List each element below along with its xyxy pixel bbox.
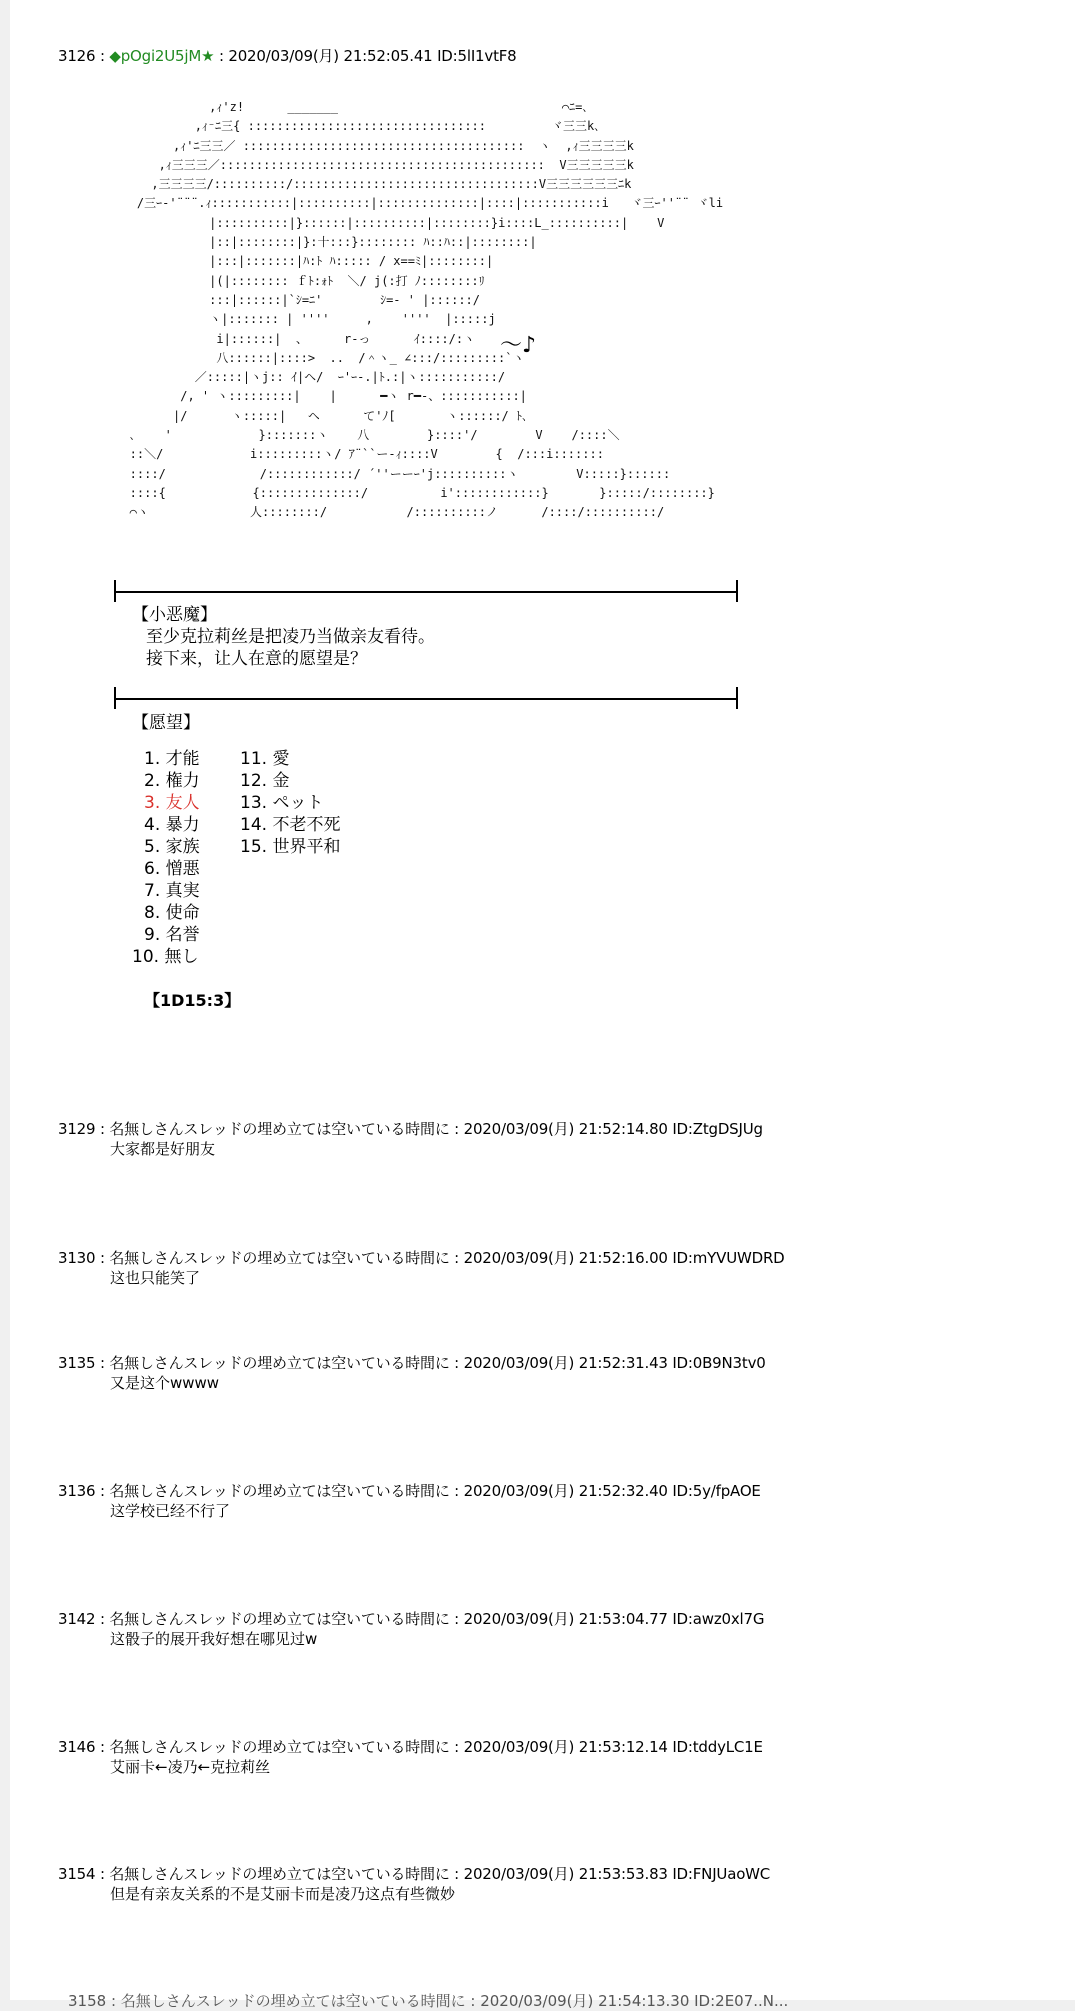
page [10, 0, 1075, 2010]
comment-post [58, 1353, 766, 1393]
divider [114, 591, 738, 593]
comment-body: 这学校已经不行了 [110, 1502, 231, 1520]
comment-body: 大家都是好朋友 [110, 1140, 216, 1158]
dice-result: 【1D15:3】 [144, 991, 241, 1010]
trip-diamond-icon: ◆ [109, 47, 121, 65]
star-icon: ★ [201, 47, 215, 65]
comment-body: 但是有亲友关系的不是艾丽卡而是凌乃这点有些微妙 [110, 1885, 456, 1903]
narration-line: 接下来，让人在意的愿望是？ [146, 649, 367, 669]
comment-header: 3130 : 名無しさんスレッドの埋め立ては空いている時間に : 2020/03/09(月) 21:52:16.00 ID:mYVUWDRD [58, 1249, 785, 1267]
comment-post [58, 1248, 785, 1288]
trip-code: pOgi2U5jM [120, 47, 202, 65]
comment-post [58, 1737, 763, 1777]
post-number: 3126 : [58, 47, 110, 65]
music-note: ～♪ [500, 333, 537, 358]
comment-post [58, 1119, 763, 1159]
option-item: 14. 不老不死 [240, 815, 341, 835]
option-item: 9. 名誉 [144, 925, 200, 945]
comment-post [58, 1609, 764, 1649]
post-meta: : 2020/03/09(月) 21:52:05.41 ID:5lI1vtF8 [214, 47, 517, 65]
comment-post [58, 1481, 761, 1521]
section-title: 【小恶魔】 [132, 605, 217, 625]
main-post-header [58, 46, 517, 66]
comment-header: 3146 : 名無しさんスレッドの埋め立ては空いている時間に : 2020/03/09(月) 21:53:12.14 ID:tddyLC1E [58, 1738, 763, 1756]
option-item: 11. 愛 [240, 749, 290, 769]
option-item: 5. 家族 [144, 837, 200, 857]
option-item: 10. 無し [132, 947, 199, 967]
comment-body: 这骰子的展开我好想在哪见过w [110, 1630, 318, 1648]
option-item: 8. 使命 [144, 903, 200, 923]
comment-header: 3142 : 名無しさんスレッドの埋め立ては空いている時間に : 2020/03/09(月) 21:53:04.77 ID:awz0xl7G [58, 1610, 765, 1628]
cutoff-comment-header: 3158 : 名無しさんスレッドの埋め立ては空いている時間に : 2020/03/09(月) 21:54:13.30 ID:2E07..N... [68, 1992, 789, 2010]
option-item: 6. 憎悪 [144, 859, 200, 879]
narration-line: 至少克拉莉丝是把凌乃当做亲友看待。 [146, 627, 435, 647]
narration-section [132, 604, 435, 670]
options-column-2 [240, 748, 340, 858]
option-item: 12. 金 [240, 771, 290, 791]
options-column-1 [132, 748, 200, 968]
option-item: 4. 暴力 [144, 815, 200, 835]
comment-header: 3154 : 名無しさんスレッドの埋め立ては空いている時間に : 2020/03/09(月) 21:53:53.83 ID:FNJUaoWC [58, 1865, 771, 1883]
comment-body: 艾丽卡←凌乃←克拉莉丝 [110, 1758, 271, 1776]
comment-body: 这也只能笑了 [110, 1269, 201, 1287]
option-item: 1. 才能 [144, 749, 200, 769]
comment-header: 3129 : 名無しさんスレッドの埋め立ては空いている時間に : 2020/03/09(月) 21:52:14.80 ID:ZtgDSJUg [58, 1120, 763, 1138]
divider [114, 698, 738, 700]
option-item: 13. ペット [240, 793, 324, 813]
ascii-art: ,ｨ'z! _______ ⌒ﾆ=､ ,ｨ⁻ﾆ三{ ::::::::::::::::::::::::::::::::: ヾ三三k､ ,ｨ'ﾆ三三／ ::::::::::::::::::::::::::::::::::::::: ヽ ,ｨ三三三三k ,ｨ三三三／::::::::::::::::::::::::::::::::::::::::::::: V三三三三三k ,三三三三/::::::::::/::::::::::::::::::::::::::::::::::V三三三三三三ﾆk /三ｰ‐'¨¨¨.ｨ:::::::::::|::::::::::|::::::::::::::|::::|:::::::::::i ヾ三ｰ''¨¨ ヾli |::::::::::|}::::::|::::::::::|::::::::}i::::L_::::::::::| V |::|::::::::|}:十:::}:::::::: ﾊ::ﾊ::|::::::::| |:::|:::::::|ﾊ:ﾄ ﾊ::::: / x==ﾐ|::::::::| |(|:::::::: ｆﾄ:ｫﾄ ＼/ j(:打 ﾉ::::::::ﾘ :::|::::::|`ｼ=ﾆ' ｼ=- ' |::::::/ ヽ|::::::: | '''' , '''' |:::::j i|::::::| 、 r-っ ｲ::::/:ヽ 八::::::|::::> .. /＾ヽ_ ∠:::/:::::::::`ヽ ／:::::|ヽj:: ｲ|ヘ/ ｰ'ｰ-.|ﾄ.:|ヽ:::::::::::/ /, ' ヽ:::::::::| | ━ヽ r━‐、:::::::::::| |/ ヽ:::::| ヘ て'ﾉ[ ヽ::::::/ ﾄ､ ､ ' }:::::::ヽ 八 }::::'/ V /::::＼ ::＼/ i:::::::::ヽ/ ｱ¨``ー-ｨ::::V { /:::i::::::: ::::/ /::::::::::::/ ´''ーーｰ'j::::::::::ヽ V:::::}:::::: ::::{ {::::::::::::::/ i'::::::::::::} }:::::/::::::::} ⌒ヽ 人::::::::/ /::::::::::ノ /::::/::::::::::/ [129, 100, 724, 520]
option-item-selected: 3. 友人 [144, 793, 200, 813]
option-item: 7. 真実 [144, 881, 200, 901]
comment-header: 3135 : 名無しさんスレッドの埋め立ては空いている時間に : 2020/03/09(月) 21:52:31.43 ID:0B9N3tv0 [58, 1354, 766, 1372]
option-item: 15. 世界平和 [240, 837, 341, 857]
comment-body: 又是这个wwww [110, 1374, 220, 1392]
option-item: 2. 権力 [144, 771, 200, 791]
wish-section-title: 【愿望】 [132, 713, 200, 733]
comment-post [58, 1864, 770, 1904]
comment-header: 3136 : 名無しさんスレッドの埋め立ては空いている時間に : 2020/03/09(月) 21:52:32.40 ID:5y/fpAOE [58, 1482, 761, 1500]
